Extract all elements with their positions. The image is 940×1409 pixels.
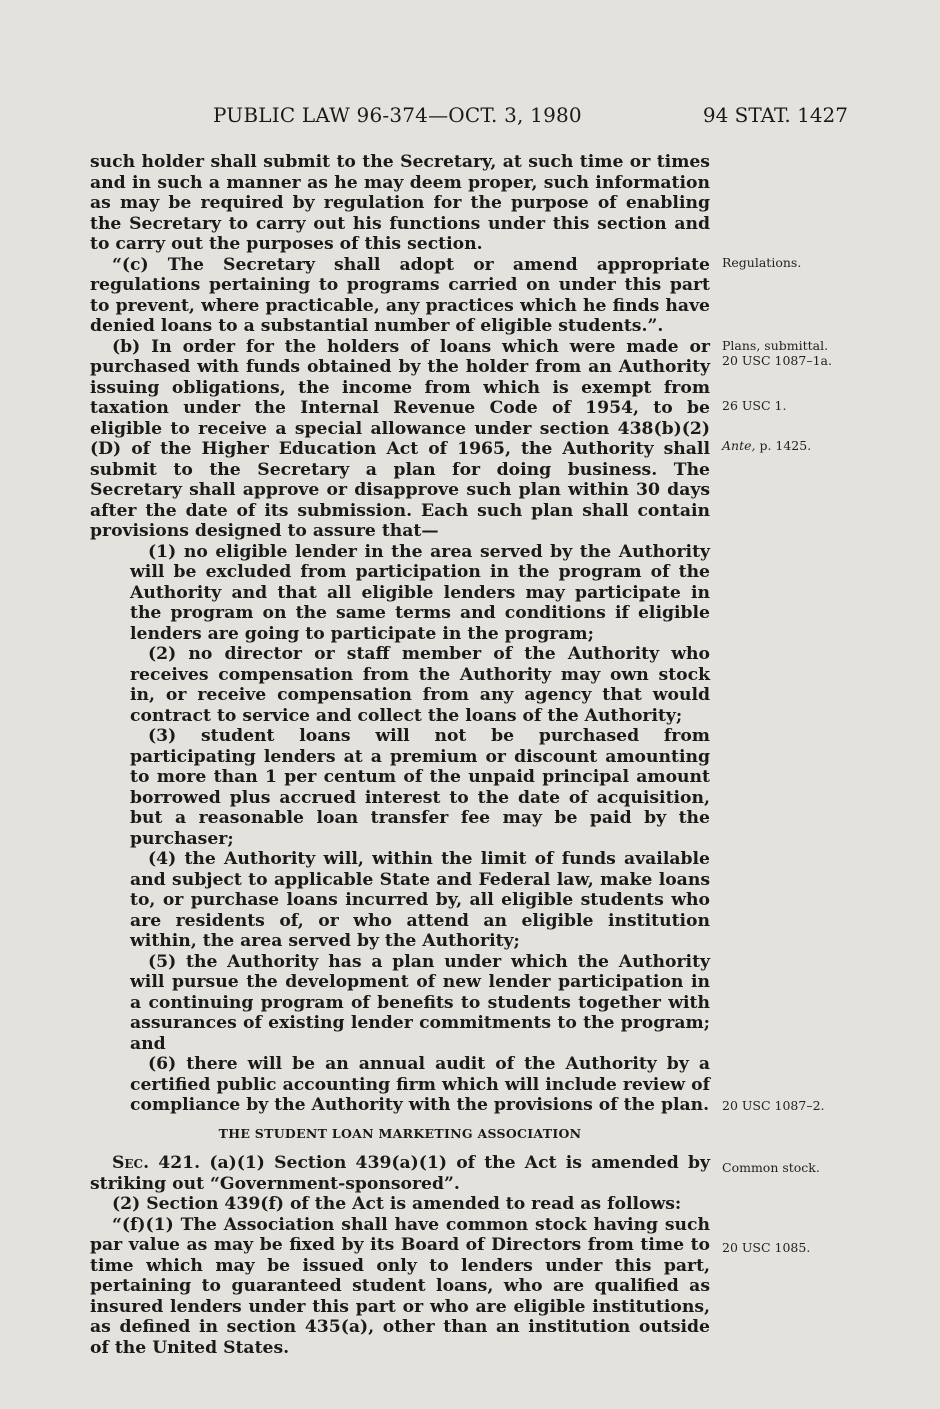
margin-note-plans-submittal: Plans, submittal. [722, 338, 829, 353]
body-text [90, 152, 710, 1358]
running-head: PUBLIC LAW 96-374—OCT. 3, 1980 [213, 103, 582, 127]
margin-note-26-usc-1: 26 USC 1. [722, 398, 787, 413]
margin-note-regulations: Regulations. [722, 255, 802, 270]
section-text: (a)(1) Section 439(a)(1) of the Act is amended by striking out “Government-sponsored”. [90, 1153, 710, 1194]
list-item-6: (6) there will be an annual audit of the Authority by a certified public accounting firm which will include review of compliance by the Authority with the provisions of the plan. [130, 1054, 710, 1115]
ante-italic: Ante, [722, 438, 756, 453]
list-item-3: (3) student loans will not be purchased from participating lenders at a premium or discount amounting to more than 1 per centum of the unpaid principal amount borrowed plus accrued interest to the date of acquisition, but a reasonable loan transfer fee may be paid by the purchaser; [130, 726, 710, 849]
paragraph-sec-421 [90, 1153, 710, 1194]
section-heading: THE STUDENT LOAN MARKETING ASSOCIATION [218, 1125, 582, 1141]
ante-page: p. 1425. [755, 438, 812, 453]
paragraph-a2: (2) Section 439(f) of the Act is amended to read as follows: [112, 1194, 682, 1214]
list-item-5: (5) the Authority has a plan under which the Authority will pursue the development of new lender participation in a continuing program of benefits to students together with assurances of existing lender commitments to the program; and [130, 951, 710, 1054]
margin-note-20-usc-1087-2: 20 USC 1087–2. [722, 1098, 825, 1113]
list-item-2: (2) no director or staff member of the Authority who receives compensation from the Authority may own stock in, or receive compensation from any agency that would contract to service and collect the loans of the Authority; [130, 644, 710, 726]
paragraph-c-regulations: “(c) The Secretary shall adopt or amend appropriate regulations pertaining to programs carried on under this part to prevent, where practicable, any practices which he finds have denied loans to a substantial number of eligible students.”. [90, 254, 710, 336]
margin-note-20-usc-1087-1a: 20 USC 1087–1a. [722, 353, 832, 368]
list-item-1: (1) no eligible lender in the area served by the Authority will be excluded from participation in the program of the Authority and that all eligible lenders may participate in the program on the same terms and conditions if eligible lenders are going to participate in the program; [130, 541, 710, 644]
margin-note-common-stock: Common stock. [722, 1160, 820, 1175]
paragraph-holder-submit: such holder shall submit to the Secretary, at such time or times and in such a manner as he may deem proper, such information as may be required by regulation for the purpose of enabling the Secretary to carry out his functions under this section and to carry out the purposes of this section. [90, 152, 710, 254]
margin-note-20-usc-1085: 20 USC 1085. [722, 1240, 811, 1255]
statute-page-number: 94 STAT. 1427 [702, 103, 848, 127]
list-item-4: (4) the Authority will, within the limit of funds available and subject to applicable State and Federal law, make loans to, or purchase loans incurred by, all eligible students who are residents of, or who attend an eligible institution within, the area served by the Authority; [130, 849, 710, 951]
section-label: Sec. 421. [112, 1153, 201, 1173]
paragraph-f1: “(f)(1) The Association shall have common stock having such par value as may be fixed by its Board of Directors from time to time which may be issued only to lenders under this part, pertaining to guaranteed student loans, who are qualified as insured lenders under this part or who are eligible institutions, as defined in section 435(a), other than an institution outside of the United States. [90, 1214, 710, 1358]
margin-note-ante [722, 438, 811, 453]
paragraph-b-plan: (b) In order for the holders of loans which were made or purchased with funds obtained by the holder from an Authority issuing obligations, the income from which is exempt from taxation under the Internal Revenue Code of 1954, to be eligible to receive a special allowance under section 438(b)(2)(D) of the Higher Education Act of 1965, the Authority shall submit to the Secretary a plan for doing business. The Secretary shall approve or disapprove such plan within 30 days after the date of its submission. Each such plan shall contain provisions designed to assure that— [90, 336, 710, 541]
